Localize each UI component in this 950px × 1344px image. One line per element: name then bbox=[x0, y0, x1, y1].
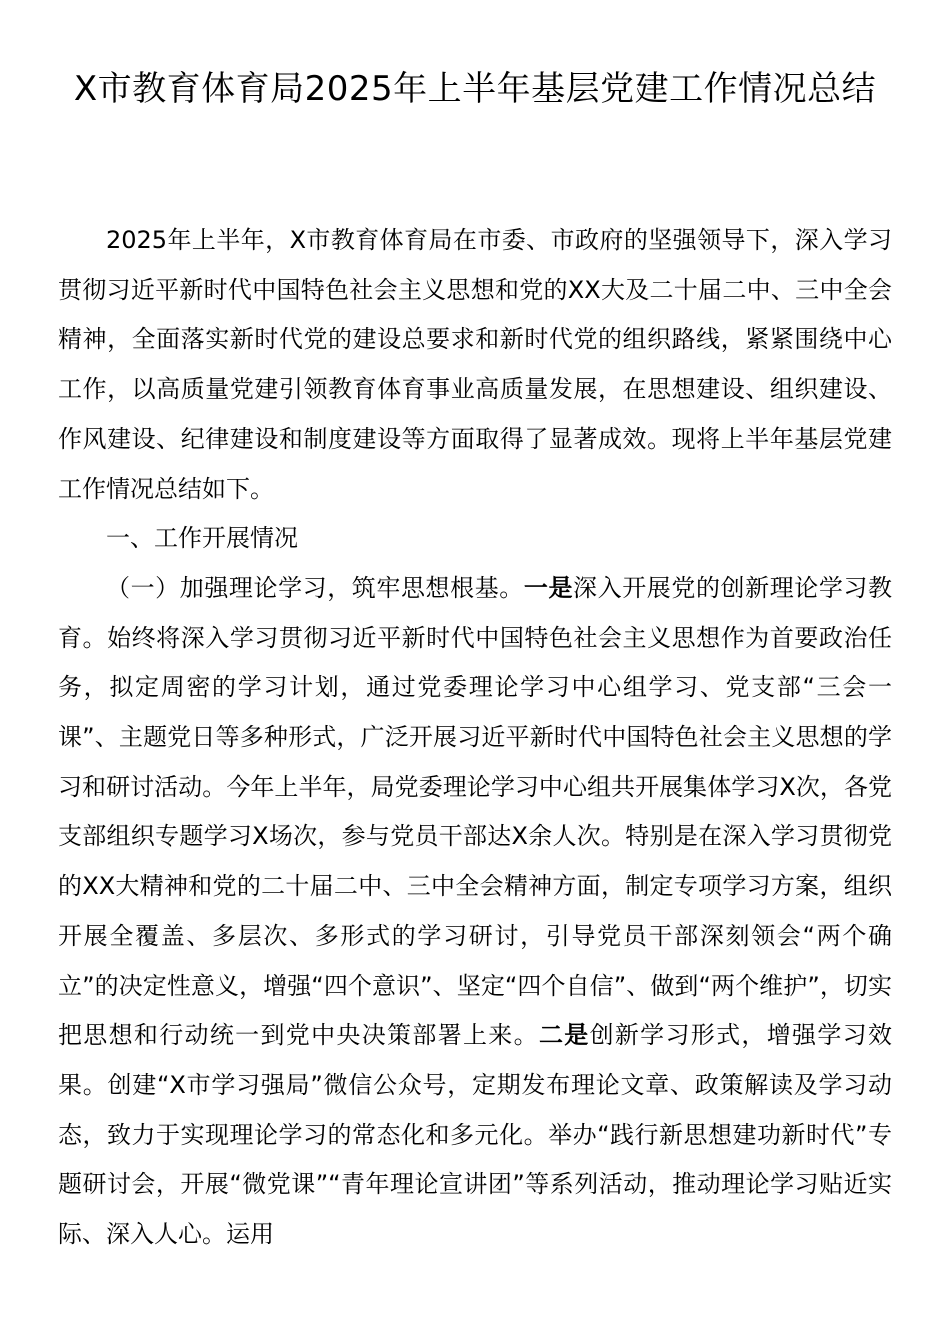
point-text: 深入开展党的创新理论学习教育。始终将深入学习贯彻习近平新时代中国特色社会主义思想作为首要政治任务，拟定周密的学习计划，通过党委理论学习中心组学习、党支部“三会一课”、主题党日等多种形式，广泛开展习近平新时代中国特色社会主义思想的学习和研讨活动。今年上半年，局党委理论学习中心组共开展集体学习X次，各党支部组织专题学习X场次，参与党员干部达X余人次。特别是在深入学习贯彻党的XX大精神和党的二十届二中、三中全会精神方面，制定专项学习方案，组织开展全覆盖、多层次、多形式的学习研讨，引导党员干部深刻领会“两个确立”的决定性意义，增强“四个意识”、坚定“四个自信”、做到“两个维护”，切实把思想和行动统一到党中央决策部署上来。 bbox=[58, 573, 893, 1050]
document-title: X市教育体育局2025年上半年基层党建工作情况总结 bbox=[73, 69, 877, 109]
section-heading: 一、工作开展情况 bbox=[106, 524, 298, 553]
point-text: 创新学习形式，增强学习效果。创建“X市学习强局”微信公众号，定期发布理论文章、政策解读及学习动态，致力于实现理论学习的常态化和多元化。举办“践行新思想建功新时代”专题研讨会，开展“微党课”“青年理论宣讲团”等系列活动，推动理论学习贴近实际、深入人心。运用 bbox=[58, 1021, 892, 1249]
document-body bbox=[58, 216, 892, 1260]
intro-paragraph: 2025年上半年，X市教育体育局在市委、市政府的坚强领导下，深入学习贯彻习近平新时代中国特色社会主义思想和党的XX大及二十届二中、三中全会精神，全面落实新时代党的建设总要求和新时代党的组织路线，紧紧围绕中心工作，以高质量党建引领教育体育事业高质量发展，在思想建设、组织建设、作风建设、纪律建设和制度建设等方面取得了显著成效。现将上半年基层党建工作情况总结如下。 bbox=[58, 226, 892, 503]
point-label: 一是 bbox=[523, 573, 574, 602]
subsection-paragraph bbox=[58, 564, 892, 1260]
subsection-heading: （一）加强理论学习，筑牢思想根基。 bbox=[106, 573, 524, 602]
point-label: 二是 bbox=[538, 1021, 590, 1050]
